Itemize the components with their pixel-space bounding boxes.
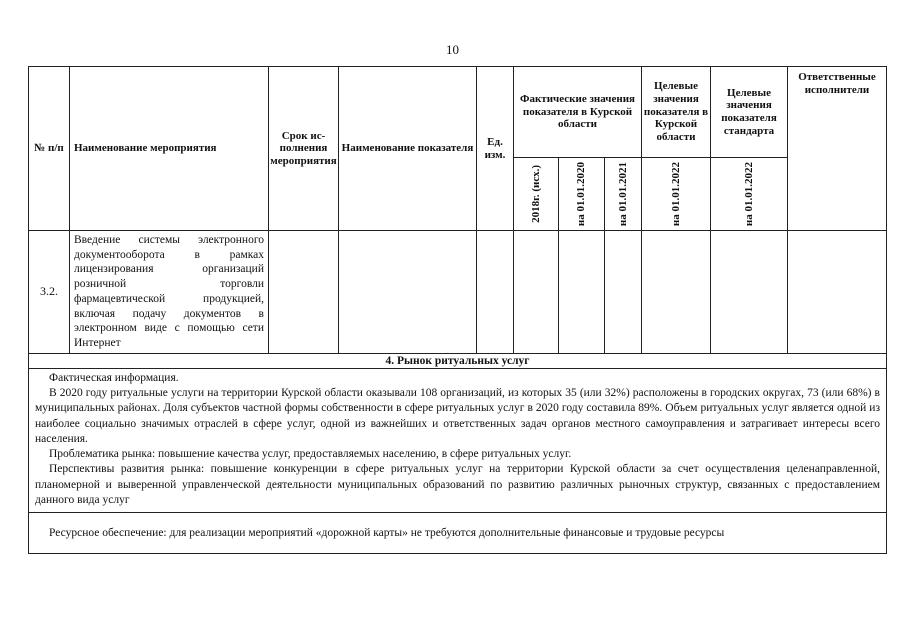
header-actual-values: Фактические значения показателя в Курской области [514,67,642,158]
row-unit [477,231,514,354]
resource-text: Ресурсное обеспечение: для реализации мероприятий «дорожной карты» не требуются дополнительные финансовые и трудовые ресурсы [49,527,725,540]
subheader-2020: на 01.01.2020 [559,158,605,231]
header-deadline: Срок ис-полнения мероприятия [269,67,339,231]
header-target-kursk: Целевые значения показателя в Курской области [642,67,711,158]
roadmap-table [28,66,887,554]
row-deadline [269,231,339,354]
header-indicator-name: Наименование показателя [339,67,477,231]
header-number: № п/п [29,67,70,231]
row-2018 [514,231,559,354]
table-row [29,231,887,354]
header-target-standard: Целевые значения показателя стандарта [711,67,788,158]
row-2020 [559,231,605,354]
subheader-target-kursk-date: на 01.01.2022 [642,158,711,231]
row-2021 [605,231,642,354]
header-activity-name: Наименование мероприятия [70,67,269,231]
section-resource [29,513,887,554]
header-unit: Ед. изм. [477,67,514,231]
subheader-2018: 2018г. (исх.) [514,158,559,231]
section-info [29,368,887,513]
row-indicator [339,231,477,354]
subheader-2021: на 01.01.2021 [605,158,642,231]
row-target-standard [711,231,788,354]
info-paragraph: Проблематика рынка: повышение качества услуг, предоставляемых населению, в сфере ритуальных услуг. [49,448,572,461]
info-paragraph: Фактическая информация. [49,371,179,384]
info-paragraph: В 2020 году ритуальные услуги на территории Курской области оказывали 108 организаций, из которых 35 (или 32%) расположены в городских округах, 73 (или 68%) в муниципальных районах. Доля субъектов частной формы собственности в сфере ритуальных услуг в 2020 году составила 89%. Объем ритуальных услуг является одной из наиболее социально значимых отраслей в сфере услуг, одной из важнейших и ответственных задач органов местного самоуправления и затрагивает интересы всего населения. [35,387,880,445]
row-activity: Введение системы электронного документооборота в рамках лицензирования организаций розничной торговли фармацевтической продукцией, включая подачу документов в электронном виде с помощью сети Интернет [70,231,269,354]
header-responsible: Ответственные исполнители [788,67,887,231]
row-target-kursk [642,231,711,354]
info-paragraph: Перспективы развития рынка: повышение конкуренции в сфере ритуальных услуг на территории Курской области за счет осуществления целенаправленной, планомерной и выверенной управленческой деятельности муниципальных образований по развитию различных рыночных структур, связанных с предоставлением данного вида услуг [35,463,880,506]
row-responsible [788,231,887,354]
section-title: 4. Рынок ритуальных услуг [29,353,887,368]
subheader-target-standard-date: на 01.01.2022 [711,158,788,231]
row-number: 3.2. [29,231,70,354]
page-number: 10 [446,42,459,57]
